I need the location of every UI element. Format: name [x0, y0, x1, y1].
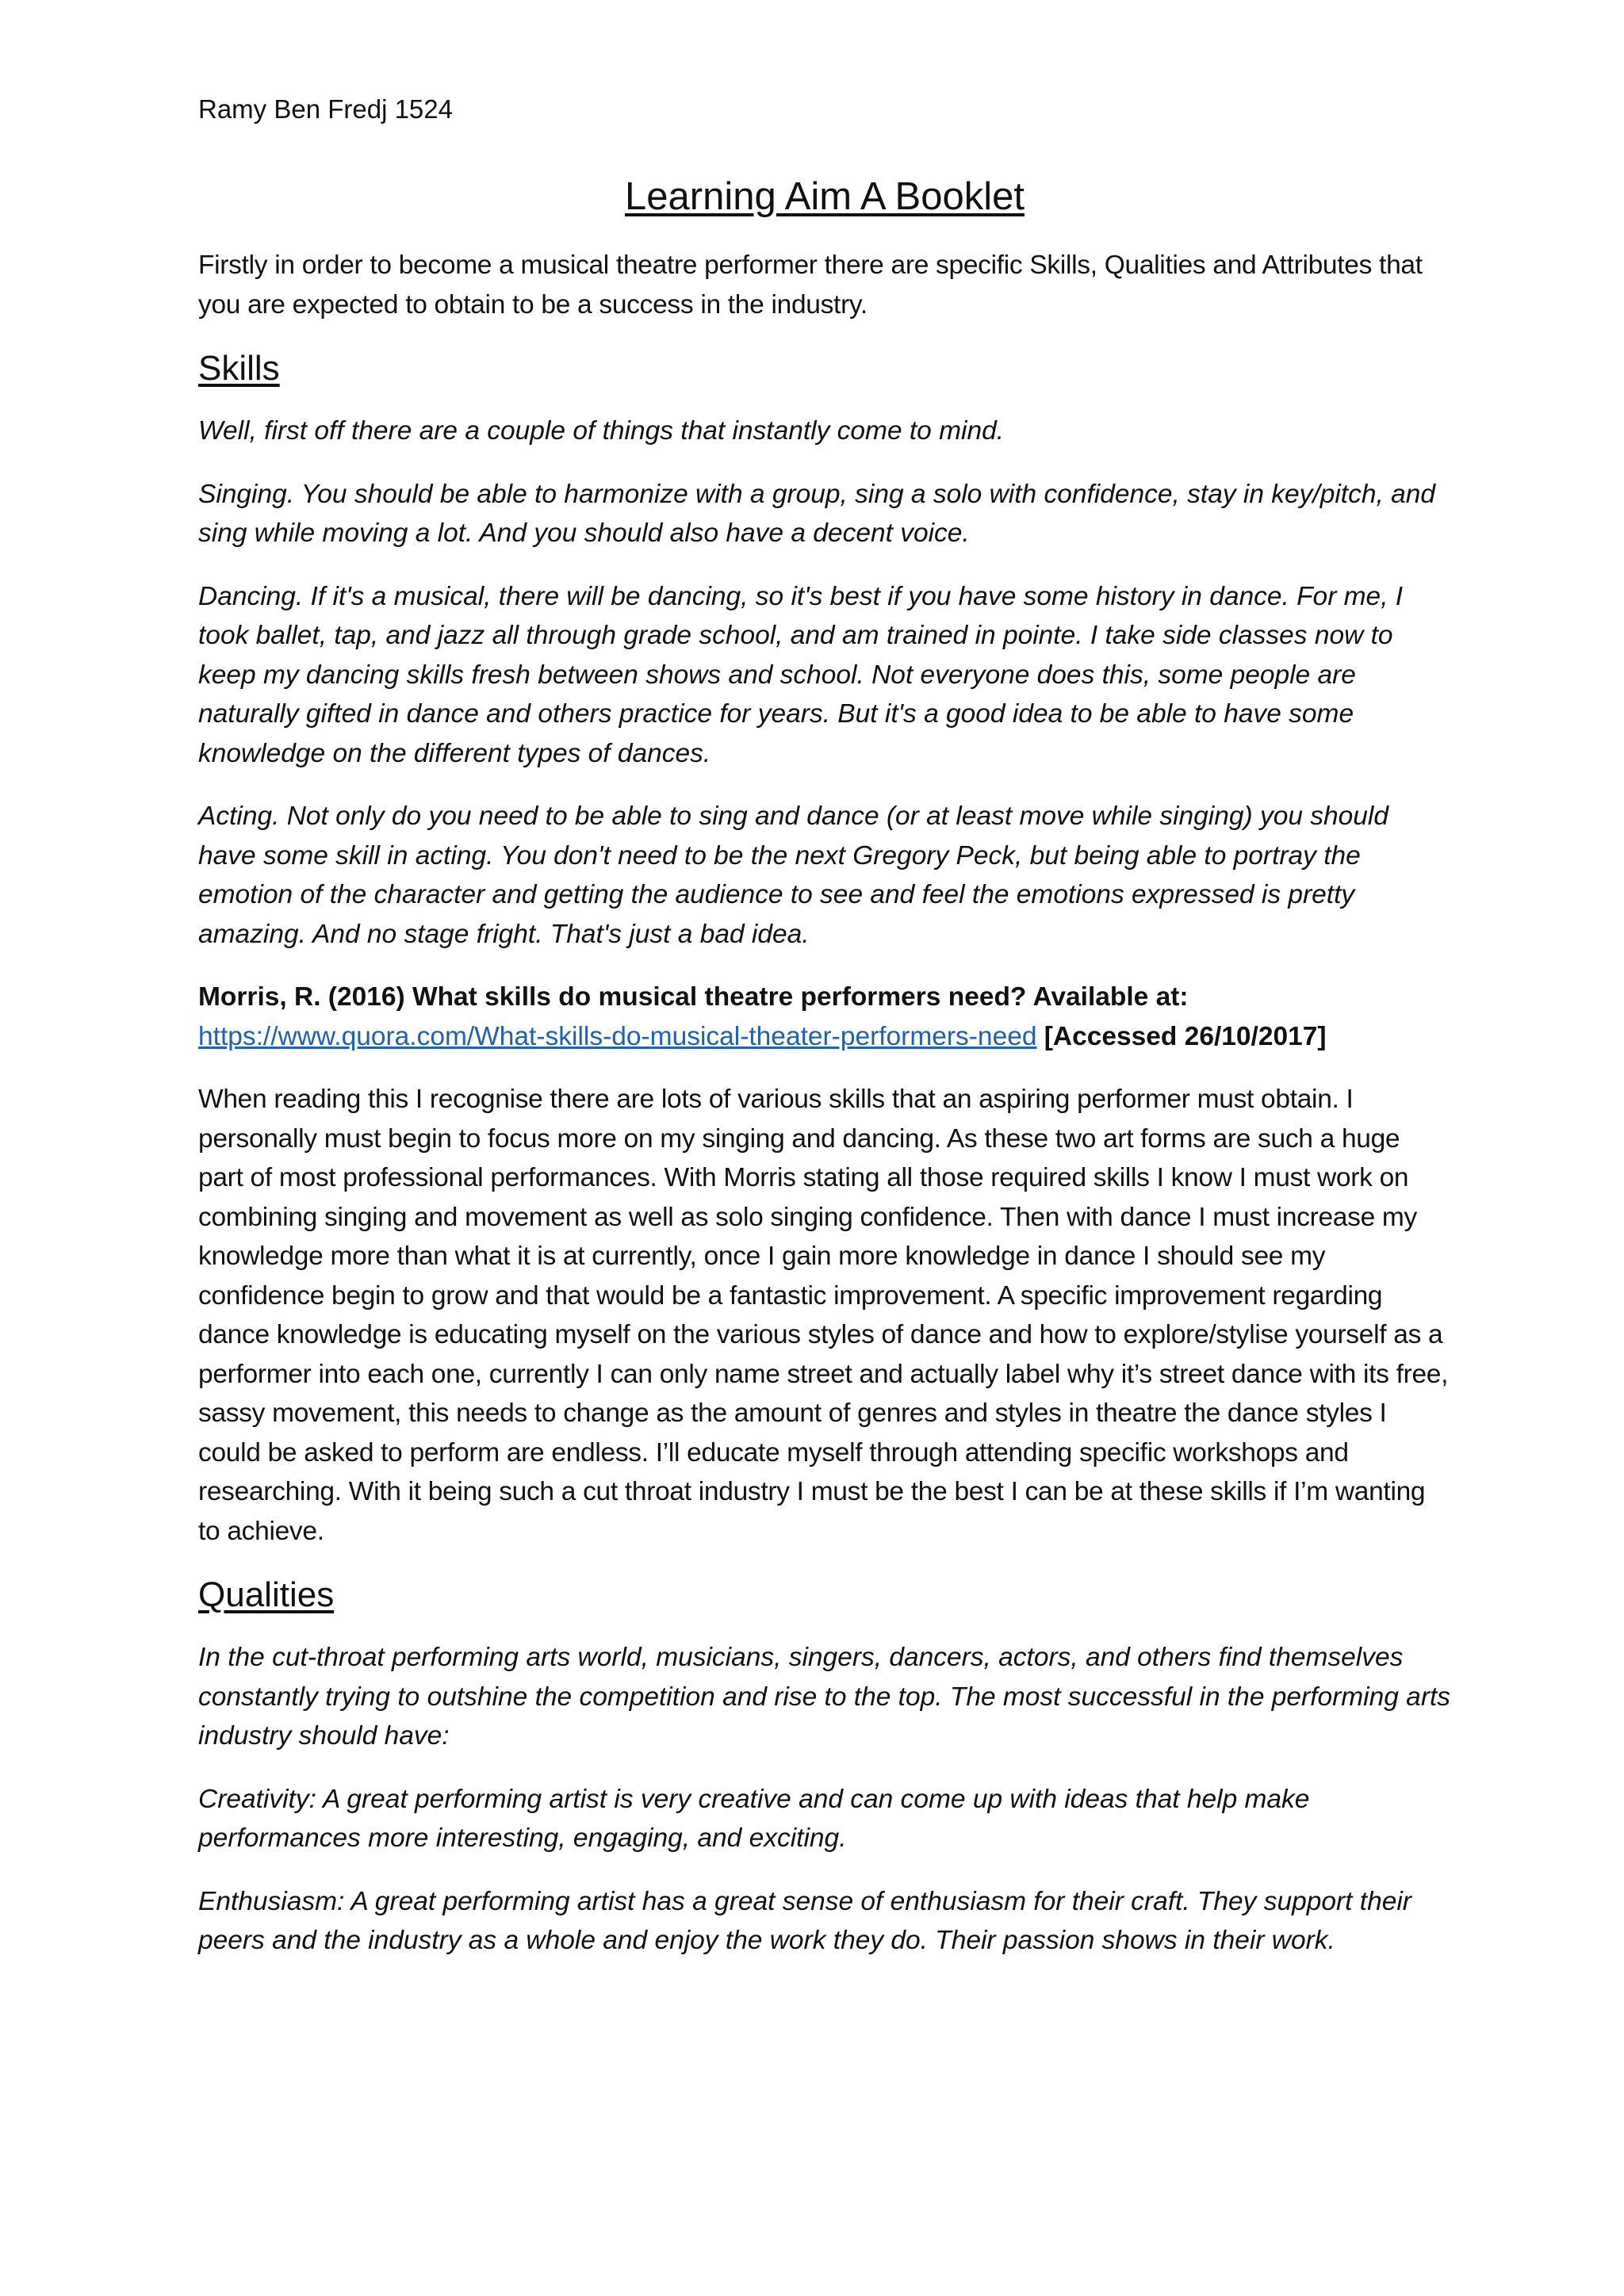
- skills-reference: [198, 978, 1451, 1056]
- qualities-enthusiasm-paragraph: Enthusiasm: A great performing artist has a great sense of enthusiasm for their craft. They support their peers and the industry as a whole and enjoy the work they do. Their passion shows in their work.: [198, 1886, 1411, 1955]
- skills-reflection-paragraph: When reading this I recognise there are lots of various skills that an aspiring performer must obtain. I personally must begin to focus more on my singing and dancing. As these two art forms are such a huge part of most professional performances. With Morris stating all those required skills I know I must work on combining singing and movement as well as solo singing confidence. Then with dance I must increase my knowledge more than what it is at currently, once I gain more knowledge in dance I should see my confidence begin to grow and that would be a fantastic improvement. A specific improvement regarding dance knowledge is educating myself on the various styles of dance and how to explore/stylise yourself as a performer into each one, currently I can only name street and actually label why it’s street dance with its free, sassy movement, this needs to change as the amount of genres and styles in theatre the dance styles I could be asked to perform are endless. I’ll educate myself through attending specific workshops and researching. With it being such a cut throat industry I must be the best I can be at these skills if I’m wanting to achieve.: [198, 1085, 1449, 1546]
- skills-quote-intro: Well, first off there are a couple of things that instantly come to mind.: [198, 416, 1005, 446]
- reference-link[interactable]: https://www.quora.com/What-skills-do-musical-theater-performers-need: [198, 1021, 1037, 1051]
- skills-singing-paragraph: Singing. You should be able to harmonize with a group, sing a solo with confidence, stay in key/pitch, and sing while moving a lot. And you should also have a decent voice.: [198, 479, 1435, 548]
- intro-paragraph: Firstly in order to become a musical theatre performer there are specific Skills, Qualities and Attributes that you are expected to obtain to be a success in the industry.: [198, 251, 1423, 320]
- skills-heading: Skills: [198, 349, 280, 388]
- document-page: [198, 94, 1451, 1984]
- skills-acting-paragraph: Acting. Not only do you need to be able to sing and dance (or at least move while singing) you should have some skill in acting. You don't need to be the next Gregory Peck, but being able to portray the emotion of the character and getting the audience to see and feel the emotions expressed is pretty amazing. And no stage fright. That's just a bad idea.: [198, 802, 1388, 949]
- qualities-creativity-paragraph: Creativity: A great performing artist is very creative and can come up with ideas that help make performances more interesting, engaging, and exciting.: [198, 1784, 1310, 1853]
- author-header: Ramy Ben Fredj 1524: [198, 94, 453, 124]
- qualities-heading: Qualities: [198, 1575, 335, 1614]
- reference-citation: Morris, R. (2016) What skills do musical theatre performers need? Available at:: [198, 982, 1189, 1012]
- qualities-intro-paragraph: In the cut-throat performing arts world, musicians, singers, dancers, actors, and others find themselves constantly trying to outshine the competition and rise to the top. The most successful in the performing arts industry should have:: [198, 1643, 1451, 1751]
- skills-dancing-paragraph: Dancing. If it's a musical, there will be dancing, so it's best if you have some history in dance. For me, I took ballet, tap, and jazz all through grade school, and am trained in pointe. I take side classes now to keep my dancing skills fresh between shows and school. Not everyone does this, some people are naturally gifted in dance and others practice for years. But it's a good idea to be able to have some knowledge on the different types of dances.: [198, 581, 1404, 768]
- reference-accessed: [Accessed 26/10/2017]: [1044, 1021, 1327, 1051]
- document-title: Learning Aim A Booklet: [625, 175, 1025, 218]
